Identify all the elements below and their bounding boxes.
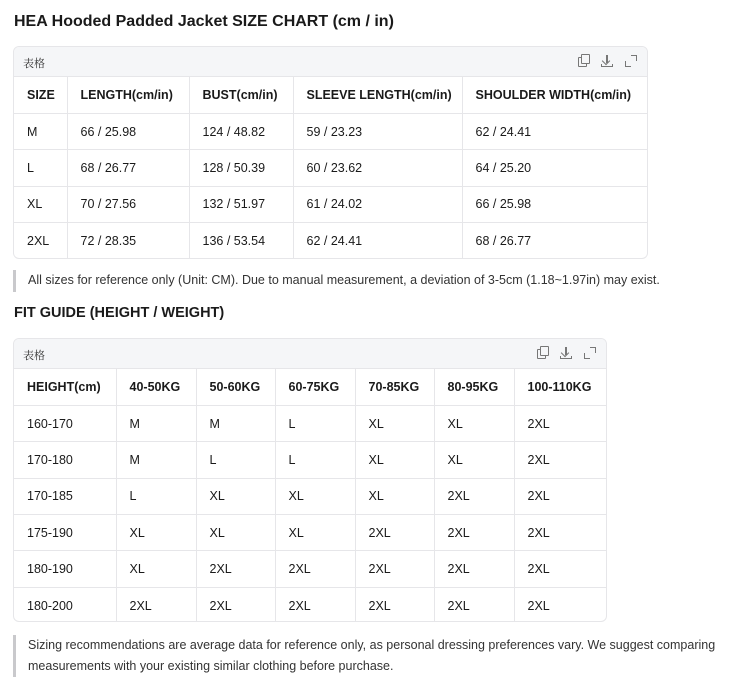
column-header: LENGTH(cm/in) (67, 77, 189, 113)
table-cell: 61 / 24.02 (293, 186, 462, 222)
table-cell: 2XL (116, 587, 196, 622)
table-cell: L (275, 405, 355, 441)
table-cell: 66 / 25.98 (462, 186, 647, 222)
table-cell: 70 / 27.56 (67, 186, 189, 222)
table-cell: L (116, 478, 196, 514)
table-cell: L (275, 442, 355, 478)
size-chart-note: All sizes for reference only (Unit: CM). Due to manual measurement, a deviation of 3-5cm (1.18~1.97in) may exist. (13, 270, 733, 292)
column-header: SIZE (14, 77, 67, 113)
table-cell: 170-180 (14, 442, 116, 478)
fit-guide-note: Sizing recommendations are average data for reference only, as personal dressing preferences vary. We suggest comparing measurements with your existing similar clothing before purchase. (13, 635, 748, 677)
fit-guide-title: FIT GUIDE (HEIGHT / WEIGHT) (14, 305, 225, 321)
table-row (14, 405, 606, 441)
column-header: 80-95KG (434, 369, 514, 405)
table-row (14, 150, 647, 186)
table-cell: 136 / 53.54 (189, 223, 293, 259)
table-cell: 59 / 23.23 (293, 113, 462, 149)
table-cell: 160-170 (14, 405, 116, 441)
column-header: 50-60KG (196, 369, 275, 405)
table-row (14, 186, 647, 222)
table-cell: XL (116, 551, 196, 587)
table-cell: 2XL (514, 442, 606, 478)
table-cell: XL (355, 442, 434, 478)
table-cell: XL (196, 478, 275, 514)
download-icon[interactable] (601, 54, 613, 68)
table-row (14, 551, 606, 587)
copy-icon[interactable] (577, 54, 589, 68)
table-cell: 2XL (527, 598, 550, 613)
table-cell: 2XL (434, 587, 514, 622)
table-cell: 2XL (514, 515, 606, 551)
table-cell: XL (355, 478, 434, 514)
size-chart-table (14, 77, 647, 259)
table-cell: 180-190 (14, 551, 116, 587)
table-cell: XL (196, 515, 275, 551)
column-header: HEIGHT(cm) (14, 369, 116, 405)
table-row (14, 478, 606, 514)
table-cell: XL (275, 478, 355, 514)
table-cell: 2XL (14, 223, 67, 259)
table-cell: 68 / 26.77 (475, 234, 532, 248)
table-cell: XL (14, 186, 67, 222)
table-cell: 64 / 25.20 (462, 150, 647, 186)
table-cell: XL (275, 515, 355, 551)
table-cell: M (116, 442, 196, 478)
table-cell: 2XL (434, 478, 514, 514)
table-cell: 124 / 48.82 (189, 113, 293, 149)
table-cell: XL (355, 405, 434, 441)
table-cell: 2XL (355, 515, 434, 551)
table-cell: 2XL (514, 478, 606, 514)
column-header: SLEEVE LENGTH(cm/in) (293, 77, 462, 113)
table-cell: 62 / 24.41 (462, 113, 647, 149)
table-cell: 2XL (275, 587, 355, 622)
size-chart-table-card (13, 46, 648, 259)
column-header: 70-85KG (355, 369, 434, 405)
fit-guide-table-card (13, 338, 607, 622)
table-cell: 132 / 51.97 (189, 186, 293, 222)
table-header-row (14, 77, 647, 113)
table-label: 表格 (23, 349, 45, 362)
table-cell: 2XL (196, 587, 275, 622)
table-cell: M (14, 113, 67, 149)
table-row (14, 587, 606, 622)
table-cell: 2XL (514, 405, 606, 441)
table-cell: M (196, 405, 275, 441)
table-cell: 2XL (196, 551, 275, 587)
table-cell: 2XL (514, 551, 606, 587)
table-cell: XL (116, 515, 196, 551)
column-header: BUST(cm/in) (189, 77, 293, 113)
copy-icon[interactable] (536, 346, 548, 360)
table-row (14, 515, 606, 551)
table-cell: XL (434, 405, 514, 441)
table-cell: 60 / 23.62 (293, 150, 462, 186)
table-header-row (14, 369, 606, 405)
table-cell: 128 / 50.39 (189, 150, 293, 186)
table-row (14, 223, 647, 259)
table-cell: 2XL (434, 515, 514, 551)
table-cell: XL (434, 442, 514, 478)
table-cell: L (14, 150, 67, 186)
table-cell: M (116, 405, 196, 441)
fit-guide-table (14, 369, 606, 622)
table-cell: 2XL (355, 587, 434, 622)
table-row (14, 113, 647, 149)
table-cell: 62 / 24.41 (293, 223, 462, 259)
table-cell: 175-190 (14, 515, 116, 551)
expand-icon[interactable] (584, 346, 596, 360)
fit-guide-table-header (14, 339, 606, 369)
table-cell: 180-200 (14, 587, 116, 622)
size-chart-table-header (14, 47, 647, 77)
size-chart-title: HEA Hooded Padded Jacket SIZE CHART (cm / in) (14, 13, 394, 30)
table-cell: 170-185 (14, 478, 116, 514)
column-header: 40-50KG (116, 369, 196, 405)
table-cell: 2XL (275, 551, 355, 587)
column-header: SHOULDER WIDTH(cm/in) (462, 77, 647, 113)
table-cell: 2XL (434, 551, 514, 587)
expand-icon[interactable] (625, 54, 637, 68)
table-label: 表格 (23, 57, 45, 70)
table-cell: L (196, 442, 275, 478)
table-cell: 66 / 25.98 (67, 113, 189, 149)
table-row (14, 442, 606, 478)
column-header: 100-110KG (514, 369, 606, 405)
table-cell: 2XL (355, 551, 434, 587)
table-cell: 72 / 28.35 (67, 223, 189, 259)
column-header: 60-75KG (275, 369, 355, 405)
download-icon[interactable] (560, 346, 572, 360)
table-cell: 68 / 26.77 (67, 150, 189, 186)
